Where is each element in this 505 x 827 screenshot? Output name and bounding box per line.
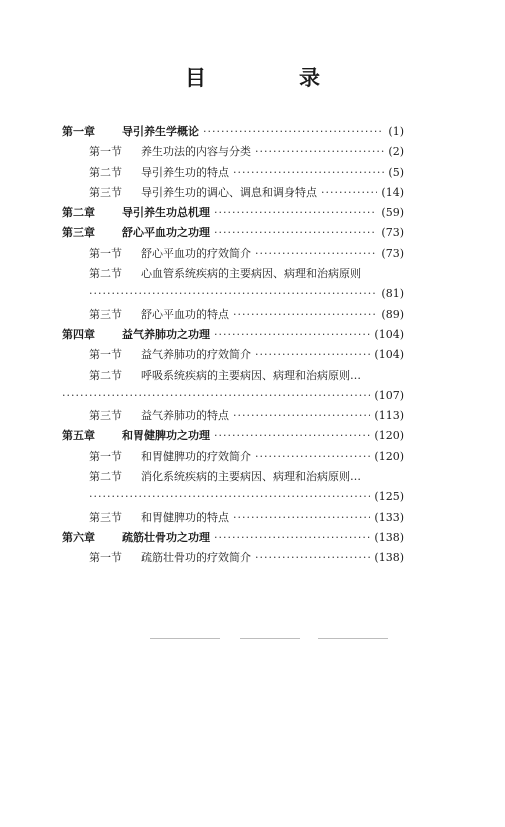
chapter-number: 第四章 [62,327,95,341]
page-number: (133) [374,510,404,524]
page-number: (14) [381,185,404,199]
toc-section [62,163,404,183]
section-title: 益气养肺功的特点 [141,409,229,423]
table-of-contents [62,122,404,569]
toc-section [62,467,404,487]
chapter-number: 第一章 [62,125,95,138]
page-number: (59) [381,206,404,220]
page-number: (113) [374,409,404,423]
page-number: (120) [374,449,404,463]
leader-dots [321,183,377,203]
section-title: 养生功法的内容与分类 [141,145,251,159]
chapter-title: 和胃健脾功之功理 [122,429,210,443]
leader-dots [255,447,370,467]
chapter-number: 第五章 [62,429,95,443]
section-number: 第一节 [89,551,122,565]
toc-section [62,264,404,284]
chapter-title: 舒心平血功之功理 [122,226,210,240]
toc-section [62,548,404,568]
section-number: 第二节 [89,165,122,179]
section-number: 第一节 [89,449,122,463]
leader-dots [203,122,384,142]
leader-dots [214,325,370,345]
chapter-number: 第六章 [62,530,95,544]
toc-section [62,244,404,264]
section-title: 舒心平血功的疗效简介 [141,246,251,260]
page-number: (1) [388,125,404,138]
toc-section-continuation [62,284,404,304]
section-title: 疏筋壮骨功的疗效简介 [141,551,251,565]
toc-chapter-4 [62,325,404,345]
page-number: (104) [374,327,404,341]
toc-section [62,305,404,325]
toc-section [62,366,404,386]
section-title: 和胃健脾功的特点 [141,510,229,524]
leader-dots [233,305,377,325]
page-number: (5) [388,165,404,179]
section-title: 益气养肺功的疗效简介 [141,348,251,362]
page-title: 目 录 [185,66,356,90]
section-title: 导引养生功的调心、调息和调身特点 [141,185,317,199]
toc-chapter-6 [62,528,404,548]
toc-chapter-2 [62,203,404,223]
scan-artifact-line [150,638,220,639]
toc-chapter-5 [62,426,404,446]
leader-dots [89,284,377,304]
scan-artifact-line [318,638,388,639]
page-number: (2) [388,145,404,159]
page-number: (138) [374,551,404,565]
leader-dots [255,142,384,162]
section-title: 心血管系统疾病的主要病因、病理和治病原则 [141,267,361,281]
chapter-title: 导引养生学概论 [122,125,199,138]
page-number: (120) [374,429,404,443]
leader-dots [255,345,370,365]
section-number: 第一节 [89,348,122,362]
leader-dots [89,487,370,507]
toc-section [62,345,404,365]
toc-chapter-3 [62,223,404,243]
section-number: 第一节 [89,246,122,260]
page-number: (89) [381,307,404,321]
leader-dots [214,223,377,243]
leader-dots [233,163,384,183]
toc-section-continuation [62,386,404,406]
page-number: (81) [381,287,404,301]
leader-dots [214,203,377,223]
page-number: (125) [374,490,404,504]
leader-dots [214,426,370,446]
toc-section [62,183,404,203]
section-title: 消化系统疾病的主要病因、病理和治病原则… [141,470,361,484]
section-number: 第三节 [89,409,122,423]
toc-section [62,406,404,426]
section-number: 第二节 [89,470,122,484]
toc-section [62,447,404,467]
toc-chapter-1 [62,122,404,142]
leader-dots [255,244,377,264]
section-number: 第三节 [89,185,122,199]
section-title: 呼吸系统疾病的主要病因、病理和治病原则… [141,368,361,382]
chapter-title: 疏筋壮骨功之功理 [122,530,210,544]
section-number: 第三节 [89,307,122,321]
section-number: 第一节 [89,145,122,159]
chapter-number: 第三章 [62,226,95,240]
scan-artifact-line [240,638,300,639]
chapter-number: 第二章 [62,206,95,220]
toc-section [62,142,404,162]
leader-dots [233,508,370,528]
leader-dots [214,528,370,548]
toc-section-continuation [62,487,404,507]
page-number: (73) [381,226,404,240]
chapter-title: 导引养生功总机理 [122,206,210,220]
section-title: 和胃健脾功的疗效简介 [141,449,251,463]
leader-dots [255,548,370,568]
leader-dots [233,406,370,426]
section-number: 第二节 [89,267,122,281]
page-number: (107) [374,388,404,402]
page-number: (138) [374,530,404,544]
page-number: (73) [381,246,404,260]
section-number: 第二节 [89,368,122,382]
chapter-title: 益气养肺功之功理 [122,327,210,341]
toc-section [62,508,404,528]
page-number: (104) [374,348,404,362]
section-title: 导引养生功的特点 [141,165,229,179]
leader-dots [62,386,370,406]
section-title: 舒心平血功的特点 [141,307,229,321]
section-number: 第三节 [89,510,122,524]
